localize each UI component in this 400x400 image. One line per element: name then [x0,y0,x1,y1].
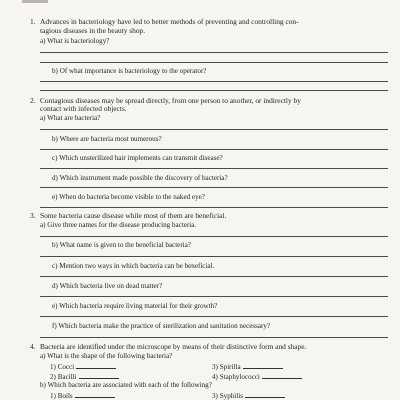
q2-number: 2. [30,96,36,105]
item-number: 4) [212,373,218,381]
item-number: 3) [212,363,218,371]
q4a-item-1 [50,362,116,371]
q3a-text: Give three names for the disease producing bacteria. [47,221,197,229]
q3f-text: Which bacteria make the practice of sterilization and sanitation necessary? [58,322,271,330]
item-term: Syphilis [219,392,243,400]
q2b [52,135,162,143]
answer-line[interactable] [40,62,388,63]
q3f-label: f) [52,322,57,330]
q3d [52,282,162,290]
q4a-item-2 [50,372,119,381]
q1b-label: b) [52,67,58,75]
q3e [52,302,217,310]
q3e-label: e) [52,302,58,310]
q2a-label: a) [40,114,46,122]
item-term: Spirilla [219,363,241,371]
q4b-text: Which bacteria are associated with each of the following? [47,381,212,389]
q3-number: 3. [30,211,36,220]
q4a-text: What is the shape of the following bacteria? [47,352,173,360]
q4b-item-3 [212,391,285,400]
answer-line[interactable] [40,296,388,297]
q3d-label: d) [52,282,58,290]
answer-line[interactable] [40,207,388,208]
q3c-text: Mention two ways in which bacteria can be beneficial. [59,262,215,270]
item-term: Boils [57,392,73,400]
q3b [52,241,191,249]
q3d-text: Which bacteria live on dead matter? [59,282,163,290]
q4b-item-1 [50,391,115,400]
fill-blank[interactable] [76,362,116,369]
q1b-text: Of what importance is bacteriology to the operator? [59,67,207,75]
answer-line[interactable] [40,149,388,150]
answer-line[interactable] [40,276,388,277]
q2e-label: e) [52,193,58,201]
q4-number: 4. [30,342,36,351]
q1-text-line1: Advances in bacteriology have led to better methods of preventing and controlling con- [40,17,299,26]
q1-number: 1. [30,17,36,26]
q2-text-line2: contact with infected objects. [40,104,127,113]
fill-blank[interactable] [262,372,302,379]
q2-text-line1: Contagious diseases may be spread directly, from one person to another, or indirectly by [40,96,301,105]
q4a-item-3 [212,362,283,371]
q3b-text: What name is given to the beneficial bacteria? [59,241,191,249]
answer-line[interactable] [40,168,388,169]
fill-blank[interactable] [245,391,285,398]
q3f [52,322,270,330]
q2a [40,114,100,122]
answer-line[interactable] [40,337,388,338]
fill-blank[interactable] [243,362,283,369]
item-term: Staphylococci [219,373,260,381]
q4a-label: a) [40,352,46,360]
item-term: Bacilli [57,373,77,381]
item-number: 3) [212,392,218,400]
answer-line[interactable] [40,81,388,82]
fill-blank[interactable] [79,372,119,379]
q2c [52,154,223,162]
q2e-text: When do bacteria become visible to the naked eye? [59,193,205,201]
answer-line[interactable] [40,187,388,188]
q2d-label: d) [52,174,58,182]
q1a-label: a) [40,37,46,45]
item-number: 1) [50,392,56,400]
q2d-text: Which instrument made possible the discovery of bacteria? [59,174,228,182]
q4-text-line1: Bacteria are identified under the microscope by means of their distinctive form and shape. [40,342,307,351]
item-number: 2) [50,373,56,381]
q3c [52,262,214,270]
answer-line[interactable] [40,90,388,91]
q3e-text: Which bacteria require living material for their growth? [59,302,218,310]
q2b-text: Where are bacteria most numerous? [59,135,162,143]
q1b [52,67,206,75]
q1-text-line2: tagious diseases in the beauty shop. [40,26,146,35]
q2a-text: What are bacteria? [47,114,101,122]
q3c-label: c) [52,262,58,270]
q3a [40,221,196,229]
page-header-mark [22,0,48,3]
q4b [40,381,212,389]
answer-line[interactable] [40,236,388,237]
q2d [52,174,228,182]
q2e [52,193,205,201]
fill-blank[interactable] [75,391,115,398]
q2b-label: b) [52,135,58,143]
q4a-item-4 [212,372,302,381]
q3-text-line1: Some bacteria cause disease while most of them are beneficial. [40,211,227,220]
q4b-label: b) [40,381,46,389]
item-number: 1) [50,363,56,371]
answer-line[interactable] [40,316,388,317]
q3a-label: a) [40,221,46,229]
answer-line[interactable] [40,256,388,257]
q4a [40,352,172,360]
answer-line[interactable] [40,129,388,130]
q3b-label: b) [52,241,58,249]
q1a-text: What is bacteriology? [47,37,110,45]
answer-line[interactable] [40,52,388,53]
q2c-text: Which unsterilized hair implements can transmit disease? [59,154,223,162]
q1a [40,37,109,45]
item-term: Cocci [57,363,75,371]
q2c-label: c) [52,154,58,162]
